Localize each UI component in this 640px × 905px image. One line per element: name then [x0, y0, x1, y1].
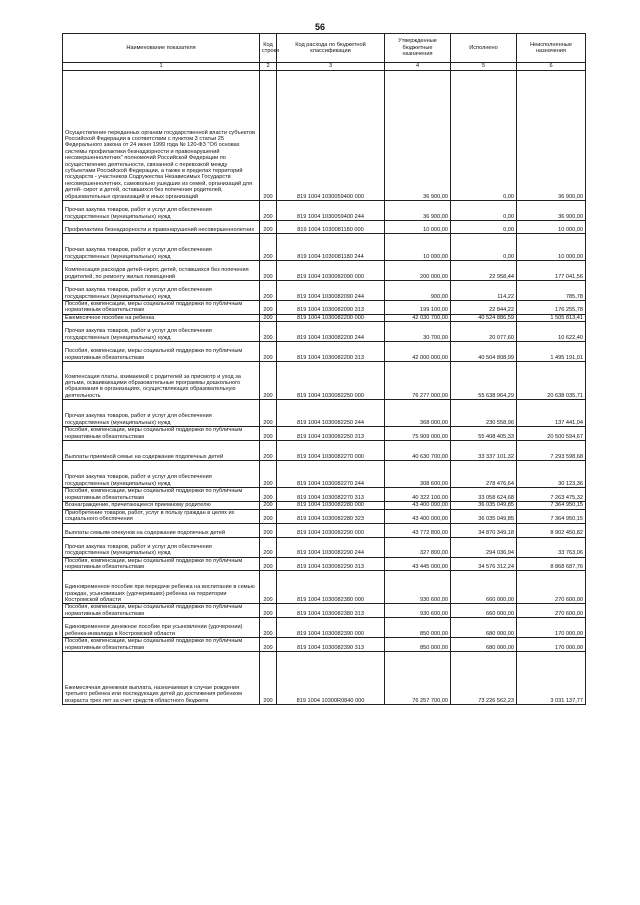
row-name: Единовременное денежное пособие при усыновлении (удочерении) ребенка-инвалида в Костромской области [63, 618, 260, 638]
table-row [63, 362, 586, 400]
row-executed: 278 476,64 [451, 461, 517, 488]
row-budget-code: 819 1004 1030082090 244 [277, 281, 385, 301]
row-approved: 43 445 000,00 [385, 557, 451, 571]
row-name: Пособия, компенсации, меры социальной поддержки по публичным нормативным обязательствам [63, 557, 260, 571]
row-name: Осуществление переданных органам государственной власти субъектов Российской Федерации в соответствии с пунктом 3 статьи 25 Федерального закона от 24 июня 1999 года № 120-ФЗ "Об основах системы профилактики безнадзорности и правонарушений несовершеннолетних" полномочий Российской Федерации по осуществлению деятельности, связанной с перевозкой между субъектами Российской Федерации, а также в пределах территорий государств - участников Содружества Независимых Государств несовершеннолетних, самовольно ушедших из семей, организаций для детей- сирот и детей, оставшихся без попечения родителей, образовательных организаций и иных организаций [63, 71, 260, 201]
row-name: Пособия, компенсации, меры социальной поддержки по публичным нормативным обязательствам [63, 638, 260, 652]
row-budget-code: 819 1004 10300R0840 000 [277, 652, 385, 705]
row-approved: 40 630 700,00 [385, 441, 451, 461]
row-executed: 22 958,44 [451, 261, 517, 281]
row-executed: 0,00 [451, 221, 517, 234]
table-row [63, 301, 586, 315]
row-unexecuted: 177 041,56 [517, 261, 586, 281]
row-name: Прочая закупка товаров, работ и услуг для обеспечения государственных (муниципальных) нужд [63, 461, 260, 488]
row-line-code: 200 [260, 201, 277, 221]
row-budget-code: 819 1004 1030082200 000 [277, 314, 385, 321]
row-name: Прочая закупка товаров, работ и услуг для обеспечения государственных (муниципальных) нужд [63, 400, 260, 427]
row-name: Прочая закупка товаров, работ и услуг для обеспечения государственных (муниципальных) нужд [63, 281, 260, 301]
header-budget-code: Код расхода по бюджетной классификации [277, 34, 385, 63]
table-row [63, 571, 586, 604]
table-header-row [63, 34, 586, 63]
row-approved: 850 000,00 [385, 618, 451, 638]
row-budget-code: 819 1004 1030082380 313 [277, 604, 385, 618]
row-line-code: 200 [260, 441, 277, 461]
row-budget-code: 819 1004 1030081180 000 [277, 221, 385, 234]
table-row [63, 652, 586, 705]
row-budget-code: 819 1004 1030082200 313 [277, 342, 385, 362]
row-unexecuted: 270 600,00 [517, 604, 586, 618]
table-row [63, 441, 586, 461]
row-unexecuted: 270 600,00 [517, 571, 586, 604]
row-approved: 76 277 000,00 [385, 362, 451, 400]
row-unexecuted: 30 123,36 [517, 461, 586, 488]
row-unexecuted: 8 902 450,82 [517, 523, 586, 537]
row-name: Прочая закупка товаров, работ и услуг для обеспечения государственных (муниципальных) нужд [63, 537, 260, 557]
table-row [63, 71, 586, 201]
row-line-code: 200 [260, 400, 277, 427]
row-budget-code: 819 1004 1030082270 313 [277, 488, 385, 502]
row-line-code: 200 [260, 618, 277, 638]
row-name: Прочая закупка товаров, работ и услуг для обеспечения государственных (муниципальных) нужд [63, 201, 260, 221]
row-budget-code: 819 1004 1030082090 000 [277, 261, 385, 281]
column-number: 6 [517, 63, 586, 71]
row-budget-code: 819 1004 1030082250 000 [277, 362, 385, 400]
table-row [63, 281, 586, 301]
row-approved: 368 000,00 [385, 400, 451, 427]
row-executed: 660 000,00 [451, 571, 517, 604]
row-approved: 900,00 [385, 281, 451, 301]
table-row [63, 461, 586, 488]
row-budget-code: 819 1004 1030082280 000 [277, 502, 385, 509]
row-unexecuted: 20 500 594,67 [517, 427, 586, 441]
row-name: Пособия, компенсации, меры социальной поддержки по публичным нормативным обязательствам [63, 604, 260, 618]
row-executed: 36 035 049,85 [451, 509, 517, 523]
row-executed: 20 077,60 [451, 322, 517, 342]
row-executed: 0,00 [451, 71, 517, 201]
row-line-code: 200 [260, 537, 277, 557]
row-budget-code: 819 1004 1030082090 313 [277, 301, 385, 315]
row-name: Выплаты семьям опекунов на содержание подопечных детей [63, 523, 260, 537]
row-executed: 0,00 [451, 234, 517, 261]
table-row [63, 638, 586, 652]
row-approved: 43 772 800,00 [385, 523, 451, 537]
table-row [63, 523, 586, 537]
row-executed: 660 000,00 [451, 604, 517, 618]
row-line-code: 200 [260, 638, 277, 652]
page-number: 56 [314, 22, 325, 32]
row-budget-code: 819 1004 1030082250 244 [277, 400, 385, 427]
row-approved: 850 000,00 [385, 638, 451, 652]
row-approved: 42 000 000,00 [385, 342, 451, 362]
row-name: Единовременное пособие при передаче ребенка на воспитание в семью граждан, усыновивших (удочеривших) ребенка на территории Костромской области [63, 571, 260, 604]
header-name: Наименование показателя [63, 34, 260, 63]
table-row [63, 502, 586, 509]
table-row [63, 221, 586, 234]
row-approved: 36 900,00 [385, 201, 451, 221]
column-number: 4 [385, 63, 451, 71]
row-executed: 680 000,00 [451, 638, 517, 652]
row-approved: 43 400 000,00 [385, 509, 451, 523]
row-name: Ежемесячная денежная выплата, назначаемая в случае рождения третьего ребенка или последующих детей до достижения ребенком возраста трех лет за счет средств областного бюджета [63, 652, 260, 705]
row-budget-code: 819 1004 1030082380 000 [277, 571, 385, 604]
row-line-code: 200 [260, 342, 277, 362]
row-line-code: 200 [260, 261, 277, 281]
row-executed: 36 035 049,85 [451, 502, 517, 509]
row-approved: 10 000,00 [385, 221, 451, 234]
row-budget-code: 819 1004 1030082250 313 [277, 427, 385, 441]
row-approved: 10 000,00 [385, 234, 451, 261]
row-budget-code: 819 1004 1030059400 000 [277, 71, 385, 201]
row-unexecuted: 1 495 191,01 [517, 342, 586, 362]
table-row [63, 618, 586, 638]
column-number: 3 [277, 63, 385, 71]
row-executed: 230 558,96 [451, 400, 517, 427]
header-unexecuted: Неисполненные назначения [517, 34, 586, 63]
table-row [63, 509, 586, 523]
row-budget-code: 819 1004 1030082290 313 [277, 557, 385, 571]
row-line-code: 200 [260, 301, 277, 315]
column-number: 5 [451, 63, 517, 71]
header-line-code: Код строки [260, 34, 277, 63]
row-unexecuted: 7 293 598,68 [517, 441, 586, 461]
row-unexecuted: 1 505 813,41 [517, 314, 586, 321]
row-budget-code: 819 1004 1030082290 000 [277, 523, 385, 537]
row-name: Приобретение товаров, работ, услуг в пользу граждан в целях их социального обеспечения [63, 509, 260, 523]
row-budget-code: 819 1004 1030082270 244 [277, 461, 385, 488]
row-name: Прочая закупка товаров, работ и услуг для обеспечения государственных (муниципальных) нужд [63, 322, 260, 342]
row-budget-code: 819 1004 1030059400 244 [277, 201, 385, 221]
row-approved: 930 600,00 [385, 604, 451, 618]
row-line-code: 200 [260, 571, 277, 604]
row-line-code: 200 [260, 427, 277, 441]
row-line-code: 200 [260, 362, 277, 400]
row-budget-code: 819 1004 1030082290 244 [277, 537, 385, 557]
row-approved: 30 700,00 [385, 322, 451, 342]
table-row [63, 537, 586, 557]
row-name: Пособия, компенсации, меры социальной поддержки по публичным нормативным обязательствам [63, 488, 260, 502]
row-unexecuted: 7 364 950,15 [517, 502, 586, 509]
row-unexecuted: 170 000,00 [517, 618, 586, 638]
row-name: Пособия, компенсации, меры социальной поддержки по публичным нормативным обязательствам [63, 301, 260, 315]
row-line-code: 200 [260, 509, 277, 523]
row-unexecuted: 785,78 [517, 281, 586, 301]
row-unexecuted: 3 031 137,77 [517, 652, 586, 705]
row-line-code: 200 [260, 314, 277, 321]
row-line-code: 200 [260, 604, 277, 618]
row-line-code: 200 [260, 461, 277, 488]
row-name: Компенсация платы, взимаемой с родителей за присмотр и уход за детьми, осваивающими образовательные программы дошкольного образования в организациях, осуществляющих образовательную деятельность [63, 362, 260, 400]
column-number-row [63, 63, 586, 71]
row-budget-code: 819 1004 1030082270 000 [277, 441, 385, 461]
column-number: 2 [260, 63, 277, 71]
row-approved: 930 600,00 [385, 571, 451, 604]
row-name: Компенсация расходов детей-сирот, детей, оставшихся без попечения родителей, по ремонту жилых помещений [63, 261, 260, 281]
row-unexecuted: 8 868 687,76 [517, 557, 586, 571]
row-name: Пособия, компенсации, меры социальной поддержки по публичным нормативным обязательствам [63, 342, 260, 362]
row-name: Профилактика безнадзорности и правонарушений несовершеннолетних [63, 221, 260, 234]
budget-execution-table [62, 33, 586, 705]
row-line-code: 200 [260, 281, 277, 301]
row-line-code: 200 [260, 502, 277, 509]
row-unexecuted: 170 000,00 [517, 638, 586, 652]
table-row [63, 201, 586, 221]
row-executed: 40 524 886,59 [451, 314, 517, 321]
row-unexecuted: 36 900,00 [517, 71, 586, 201]
table-row [63, 342, 586, 362]
row-unexecuted: 137 441,04 [517, 400, 586, 427]
row-executed: 34 576 312,24 [451, 557, 517, 571]
row-unexecuted: 10 000,00 [517, 234, 586, 261]
table-row [63, 427, 586, 441]
row-approved: 76 257 700,00 [385, 652, 451, 705]
row-budget-code: 819 1004 1030082280 323 [277, 509, 385, 523]
row-name: Выплаты приемной семье на содержание подопечных детей [63, 441, 260, 461]
row-executed: 55 408 405,33 [451, 427, 517, 441]
row-executed: 40 504 808,99 [451, 342, 517, 362]
row-budget-code: 819 1004 1030081180 244 [277, 234, 385, 261]
row-executed: 55 638 964,29 [451, 362, 517, 400]
row-name: Прочая закупка товаров, работ и услуг для обеспечения государственных (муниципальных) нужд [63, 234, 260, 261]
table-row [63, 488, 586, 502]
row-executed: 680 000,00 [451, 618, 517, 638]
row-approved: 40 322 100,00 [385, 488, 451, 502]
row-approved: 43 400 000,00 [385, 502, 451, 509]
row-line-code: 200 [260, 523, 277, 537]
row-unexecuted: 10 622,40 [517, 322, 586, 342]
row-approved: 75 909 000,00 [385, 427, 451, 441]
row-approved: 199 100,00 [385, 301, 451, 315]
row-approved: 36 900,00 [385, 71, 451, 201]
row-name: Вознаграждение, причитающееся приемному родителю [63, 502, 260, 509]
row-line-code: 200 [260, 557, 277, 571]
table-row [63, 234, 586, 261]
row-line-code: 200 [260, 234, 277, 261]
row-unexecuted: 7 364 950,15 [517, 509, 586, 523]
row-unexecuted: 20 638 035,71 [517, 362, 586, 400]
row-line-code: 200 [260, 488, 277, 502]
table-row [63, 557, 586, 571]
row-executed: 22 844,22 [451, 301, 517, 315]
row-line-code: 200 [260, 652, 277, 705]
table-row [63, 314, 586, 321]
table-row [63, 400, 586, 427]
header-approved: Утвержденные бюджетные назначения [385, 34, 451, 63]
row-unexecuted: 10 000,00 [517, 221, 586, 234]
row-approved: 200 000,00 [385, 261, 451, 281]
row-executed: 0,00 [451, 201, 517, 221]
row-executed: 33 058 624,68 [451, 488, 517, 502]
row-approved: 42 030 700,00 [385, 314, 451, 321]
row-unexecuted: 36 900,00 [517, 201, 586, 221]
row-unexecuted: 7 263 475,32 [517, 488, 586, 502]
row-budget-code: 819 1004 1030082390 313 [277, 638, 385, 652]
table-row [63, 322, 586, 342]
row-line-code: 200 [260, 71, 277, 201]
row-approved: 308 600,00 [385, 461, 451, 488]
row-executed: 294 036,94 [451, 537, 517, 557]
row-budget-code: 819 1004 1030082200 244 [277, 322, 385, 342]
column-number: 1 [63, 63, 260, 71]
row-executed: 33 337 101,32 [451, 441, 517, 461]
row-executed: 114,22 [451, 281, 517, 301]
row-line-code: 200 [260, 322, 277, 342]
row-name: Пособия, компенсации, меры социальной поддержки по публичным нормативным обязательствам [63, 427, 260, 441]
table-row [63, 604, 586, 618]
header-executed: Исполнено [451, 34, 517, 63]
row-executed: 73 226 562,23 [451, 652, 517, 705]
row-unexecuted: 33 763,06 [517, 537, 586, 557]
row-line-code: 200 [260, 221, 277, 234]
table-row [63, 261, 586, 281]
row-executed: 34 870 349,18 [451, 523, 517, 537]
row-approved: 327 800,00 [385, 537, 451, 557]
row-name: Ежемесячное пособие на ребенка [63, 314, 260, 321]
row-unexecuted: 176 255,78 [517, 301, 586, 315]
row-budget-code: 819 1004 1030082390 000 [277, 618, 385, 638]
